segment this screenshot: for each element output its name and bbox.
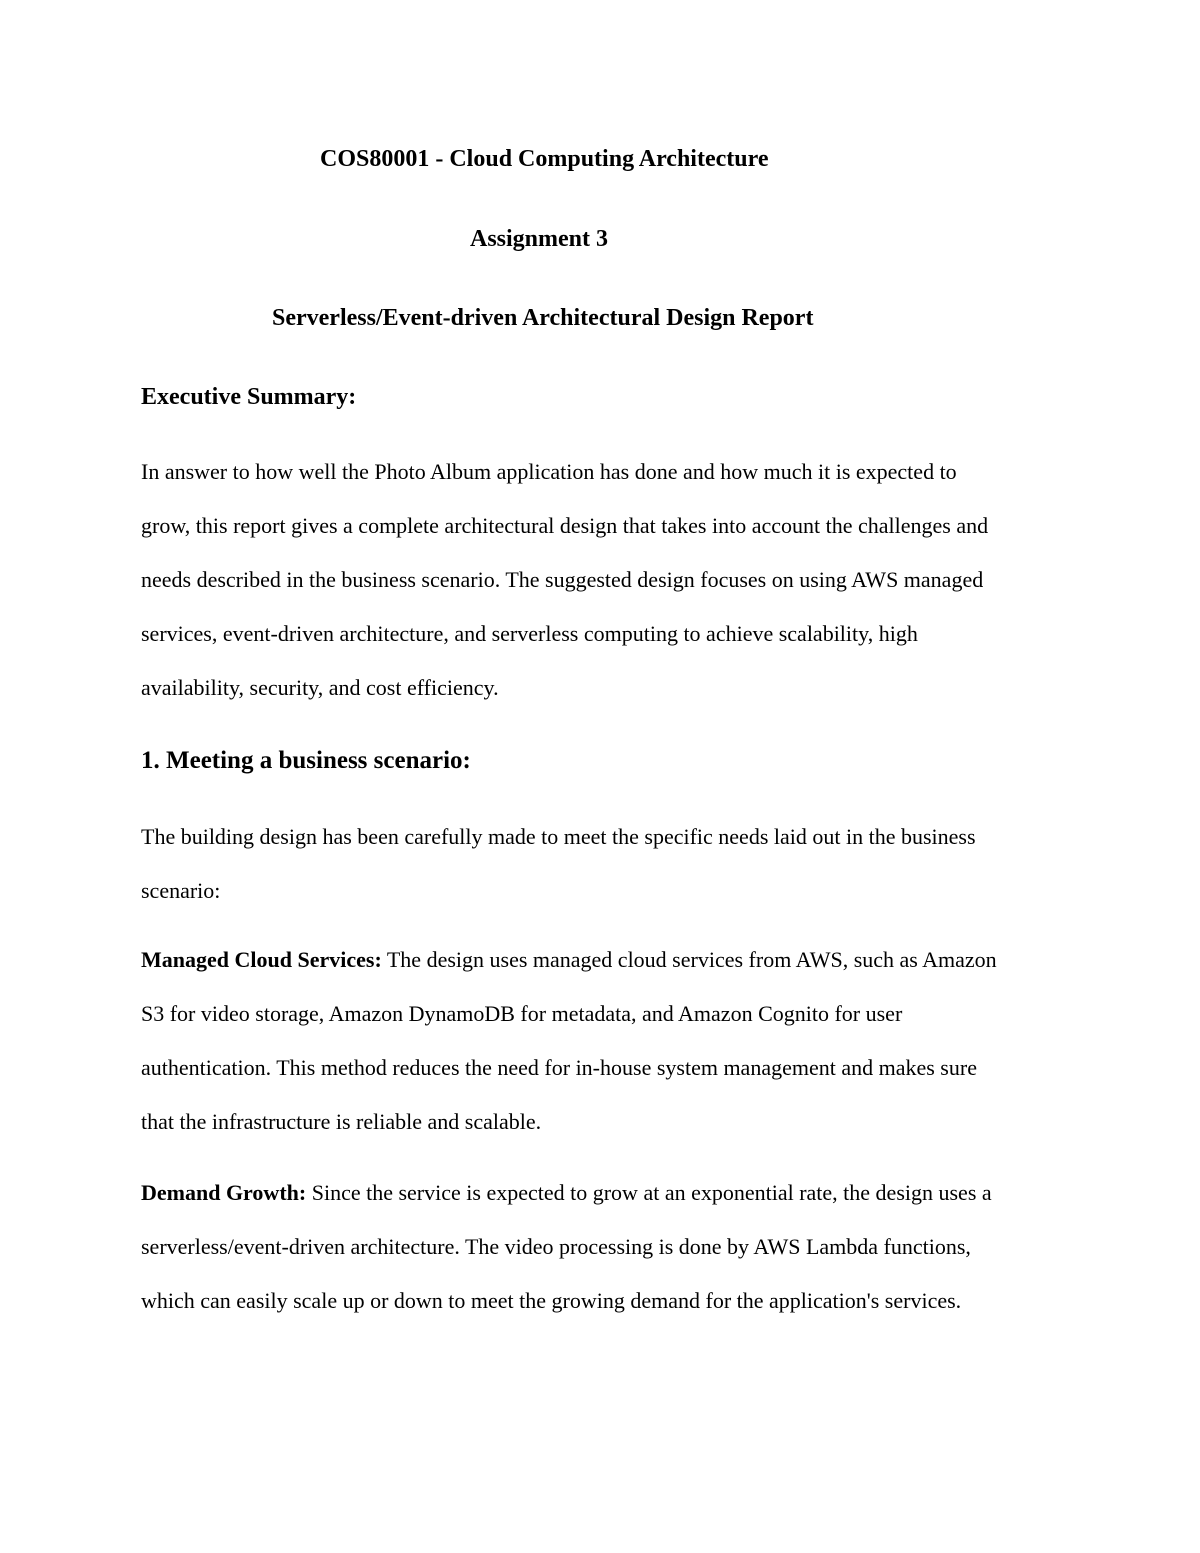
document-title: COS80001 - Cloud Computing Architecture	[320, 146, 769, 172]
paragraph-line: needs described in the business scenario. The suggested design focuses on using AWS managed	[141, 567, 984, 592]
paragraph-line: grow, this report gives a complete architectural design that takes into account the challenges and	[141, 513, 989, 538]
section-1-intro-paragraph	[141, 810, 1071, 918]
paragraph-line: serverless/event-driven architecture. The video processing is done by AWS Lambda functions,	[141, 1234, 971, 1259]
paragraph-line	[141, 933, 1071, 987]
paragraph-line: availability, security, and cost efficiency.	[141, 675, 499, 700]
executive-summary-paragraph	[141, 445, 1071, 715]
paragraph-line: S3 for video storage, Amazon DynamoDB for metadata, and Amazon Cognito for user	[141, 1001, 903, 1026]
paragraph-line: which can easily scale up or down to meet the growing demand for the application's services.	[141, 1288, 962, 1313]
assignment-title: Assignment 3	[470, 226, 609, 252]
paragraph-text: The design uses managed cloud services from AWS, such as Amazon	[381, 947, 997, 972]
paragraph-line: authentication. This method reduces the need for in-house system management and makes sure	[141, 1055, 977, 1080]
report-title: Serverless/Event-driven Architectural Design Report	[272, 305, 814, 331]
demand-growth-label: Demand Growth:	[141, 1180, 307, 1205]
section-1-heading: 1. Meeting a business scenario:	[141, 747, 471, 774]
paragraph-line: The building design has been carefully made to meet the specific needs laid out in the business	[141, 824, 976, 849]
paragraph-line: services, event-driven architecture, and serverless computing to achieve scalability, high	[141, 621, 918, 646]
managed-cloud-services-label: Managed Cloud Services:	[141, 947, 382, 972]
paragraph-line: In answer to how well the Photo Album application has done and how much it is expected to	[141, 459, 957, 484]
paragraph-text: Since the service is expected to grow at an exponential rate, the design uses a	[306, 1180, 992, 1205]
managed-cloud-services-paragraph	[141, 933, 1071, 1149]
paragraph-line	[141, 1166, 1071, 1220]
executive-summary-heading: Executive Summary:	[141, 384, 357, 410]
paragraph-line: that the infrastructure is reliable and scalable.	[141, 1109, 542, 1134]
demand-growth-paragraph	[141, 1166, 1071, 1328]
paragraph-line: scenario:	[141, 878, 221, 903]
